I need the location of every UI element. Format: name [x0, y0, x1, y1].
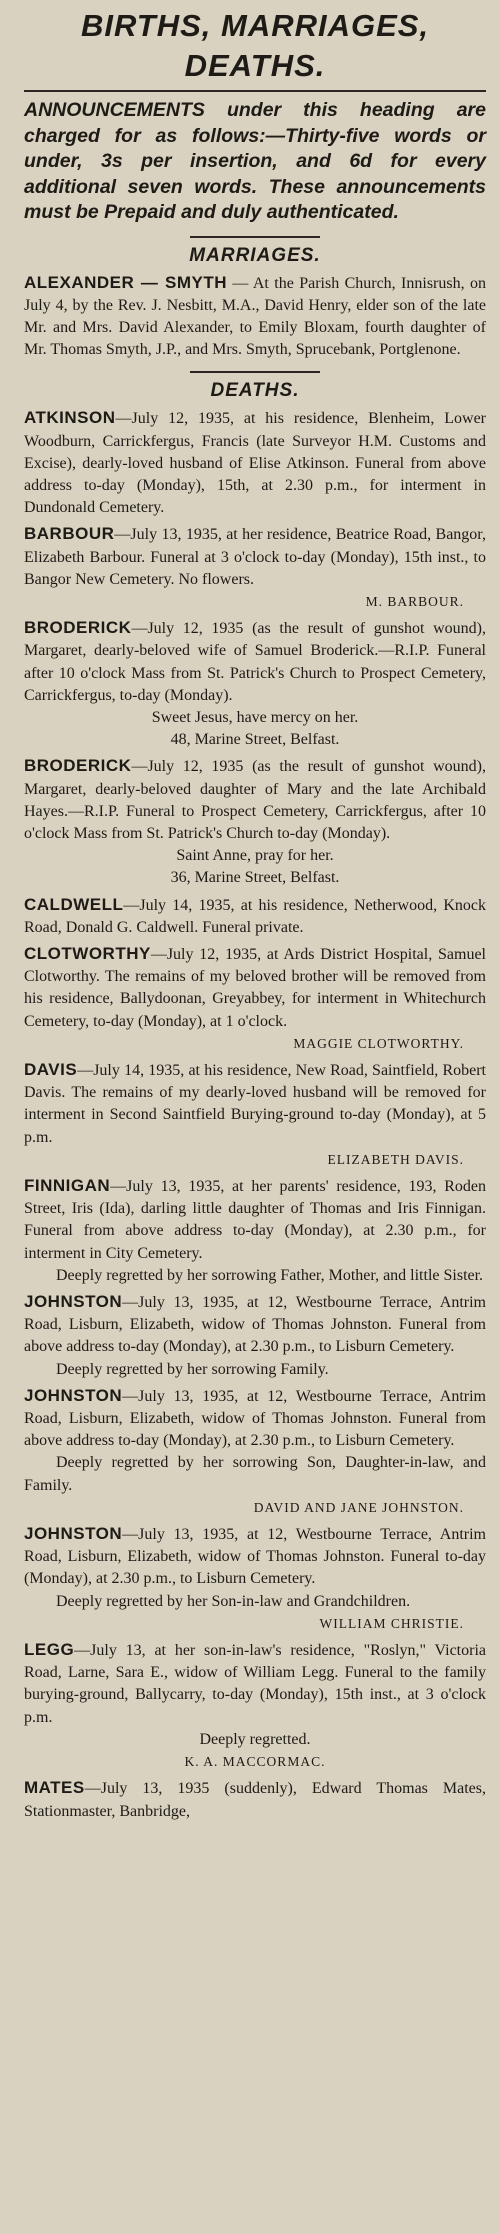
- notice-text: —July 14, 1935, at his residence, Netherwood, Knock Road, Donald G. Caldwell. Funeral private.: [24, 896, 486, 936]
- notice-body: [24, 894, 486, 939]
- notice-body: [24, 755, 486, 845]
- notice-entry: [24, 894, 486, 939]
- notice-signature: WILLIAM CHRISTIE.: [319, 1615, 464, 1631]
- notice-text: —July 13, 1935, at her residence, Beatrice Road, Bangor, Elizabeth Barbour. Funeral at 3 o'clock to-day (Monday), 15th inst., to Bangor New Cemetery. No flowers.: [24, 526, 486, 588]
- notice-signature: DAVID AND JANE JOHNSTON.: [253, 1499, 464, 1515]
- notice-entry: [24, 407, 486, 519]
- notice-entry: [24, 1059, 486, 1171]
- notice-text: —July 12, 1935, at his residence, Blenheim, Lower Woodburn, Carrickfergus, Francis (late Surveyor H.M. Customs and Excise), dearly-loved husband of Elise Atkinson. Funeral from above address to-day (Monday), 15th, at 2.30 p.m., for interment in Dundonald Cemetery.: [24, 410, 486, 517]
- section-heading-deaths: DEATHS.: [210, 380, 300, 402]
- notice-surname: MATES: [24, 1778, 85, 1798]
- notice-surname: LEGG: [24, 1640, 75, 1660]
- notice-body: [24, 272, 486, 362]
- notice-line: Sweet Jesus, have mercy on her.: [151, 708, 359, 726]
- notice-body: [24, 407, 486, 519]
- notice-body: [24, 617, 486, 707]
- divider: [24, 90, 486, 92]
- notice-body: [24, 1291, 486, 1359]
- notice-entry: [24, 1175, 486, 1287]
- notice-surname: BRODERICK: [24, 618, 132, 638]
- notice-surname: CALDWELL: [24, 894, 124, 914]
- notice-body: [24, 523, 486, 591]
- notice-surname: FINNIGAN: [24, 1176, 111, 1196]
- notice-tribute: Deeply regretted by her sorrowing Son, Daughter-in-law, and Family.: [24, 1454, 486, 1494]
- notice-surname: DAVIS: [24, 1060, 78, 1079]
- notice-entry: [24, 1385, 486, 1519]
- notice-text: —July 14, 1935, at his residence, New Road, Saintfield, Robert Davis. The remains of my dearly-loved husband will be removed for interment in Second Saintfield Burying-ground to-day (Monday), at 5 p.m.: [24, 1062, 486, 1146]
- divider: [190, 236, 320, 238]
- notice-entry: [24, 617, 486, 751]
- notice-line: Saint Anne, pray for her.: [176, 847, 334, 865]
- notice-signature: ELIZABETH DAVIS.: [327, 1151, 464, 1167]
- notice-entry: [24, 755, 486, 889]
- notice-text: —July 12, 1935 (as the result of gunshot wound), Margaret, dearly-beloved wife of Samuel Broderick.—R.I.P. Funeral after 10 o'clock Mass from St. Patrick's Church to Prospect Cemetery, Carrickfergus, to-day (Monday).: [24, 620, 486, 704]
- notice-text: —July 12, 1935, at Ards District Hospital, Samuel Clotworthy. The remains of my beloved brother will be removed from his residence, Ballydoonan, Greyabbey, for interment in Whitechurch Cemetery, to-day (Monday), at 1 o'clock.: [24, 945, 486, 1030]
- notice-body: [24, 1059, 486, 1149]
- announcement-notice: ANNOUNCEMENTS under this heading are charged for as follows:—Thirty-five words or under, 3s per insertion, and 6d for every additional seven words. These announcements must be Prepaid and duly authenticated.: [24, 99, 486, 223]
- notice-text: —July 13, 1935, at 12, Westbourne Terrace, Antrim Road, Lisburn, Elizabeth, widow of Thomas Johnston. Funeral to-day (Monday), at 2.30 p.m., to Lisburn Cemetery.: [24, 1526, 486, 1588]
- notice-body: [24, 1523, 486, 1591]
- marriages-list: [24, 272, 486, 362]
- notice-entry: [24, 1777, 486, 1822]
- notice-text: —July 13, 1935, at 12, Westbourne Terrace, Antrim Road, Lisburn, Elizabeth, widow of Thomas Johnston. Funeral from above address to-day (Monday), at 2.30 p.m., to Lisburn Cemetery.: [24, 1294, 486, 1356]
- notice-signature: MAGGIE CLOTWORTHY.: [293, 1035, 464, 1051]
- notice-tribute: Deeply regretted by her sorrowing Father, Mother, and little Sister.: [56, 1266, 484, 1284]
- notice-text: —July 12, 1935 (as the result of gunshot wound), Margaret, dearly-beloved daughter of Mary and the late Archibald Hayes.—R.I.P. Funeral to Prospect Cemetery, Carrickfergus, after 10 o'clock Mass from St. Patrick's Church to-day (Monday).: [24, 758, 486, 842]
- notice-body: [24, 943, 486, 1033]
- notice-line: 48, Marine Street, Belfast.: [170, 731, 340, 749]
- notice-tribute: Deeply regretted by her sorrowing Family.: [56, 1360, 329, 1378]
- notice-line: Deeply regretted.: [199, 1730, 311, 1748]
- notice-surname: BRODERICK: [24, 756, 132, 776]
- notice-body: [24, 1385, 486, 1453]
- notice-tribute: Deeply regretted by her Son-in-law and Grandchildren.: [56, 1592, 411, 1610]
- deaths-list: [24, 407, 486, 1822]
- notice-body: [24, 1639, 486, 1729]
- notice-text: — At the Parish Church, Innisrush, on July 4, by the Rev. J. Nesbitt, M.A., David Henry, elder son of the late Mr. and Mrs. David Alexander, to Emily Bloxam, fourth daughter of Mr. Thomas Smyth, J.P., and Mrs. Smyth, Sprucebank, Portglenone.: [24, 274, 486, 359]
- notice-text: —July 13, 1935 (suddenly), Edward Thomas Mates, Stationmaster, Banbridge,: [24, 1780, 486, 1820]
- divider: [190, 371, 320, 373]
- section-heading-marriages: MARRIAGES.: [189, 244, 321, 266]
- notice-entry: [24, 943, 486, 1055]
- notice-entry: [24, 1523, 486, 1635]
- notice-entry: [24, 272, 486, 362]
- notice-surname: JOHNSTON: [24, 1385, 123, 1405]
- notice-text: —July 13, at her son-in-law's residence, "Roslyn," Victoria Road, Larne, Sara E., widow of William Legg. Funeral to the family burying-ground, Ballycarry, to-day (Monday), 15th inst., at 3 o'clock p.m.: [24, 1642, 486, 1726]
- notice-signature: M. BARBOUR.: [365, 593, 464, 609]
- notice-line: 36, Marine Street, Belfast.: [170, 869, 340, 887]
- notice-surname: JOHNSTON: [24, 1524, 123, 1544]
- notice-entry: [24, 1291, 486, 1381]
- notice-surname: JOHNSTON: [24, 1292, 123, 1312]
- notice-text: —July 13, 1935, at 12, Westbourne Terrace, Antrim Road, Lisburn, Elizabeth, widow of Thomas Johnston. Funeral from above address to-day (Monday), at 2.30 p.m., to Lisburn Cemetery.: [24, 1387, 486, 1450]
- notice-surname: ALEXANDER — SMYTH: [24, 272, 227, 292]
- page-title: BIRTHS, MARRIAGES, DEATHS.: [80, 8, 430, 83]
- notice-signature: K. A. MACCORMAC.: [184, 1754, 326, 1770]
- notice-entry: [24, 523, 486, 613]
- notice-entry: [24, 1639, 486, 1773]
- notice-body: [24, 1175, 486, 1265]
- notice-text: —July 13, 1935, at her parents' residence, 193, Roden Street, Iris (Ida), darling little daughter of Thomas and Iris Finnigan. Funeral from above address to-day (Monday), at 2.30 p.m., for interment in City Cemetery.: [24, 1178, 486, 1262]
- notice-surname: CLOTWORTHY: [24, 943, 151, 963]
- notice-surname: BARBOUR: [24, 524, 115, 544]
- notice-body: [24, 1777, 486, 1822]
- notice-surname: ATKINSON: [24, 408, 116, 428]
